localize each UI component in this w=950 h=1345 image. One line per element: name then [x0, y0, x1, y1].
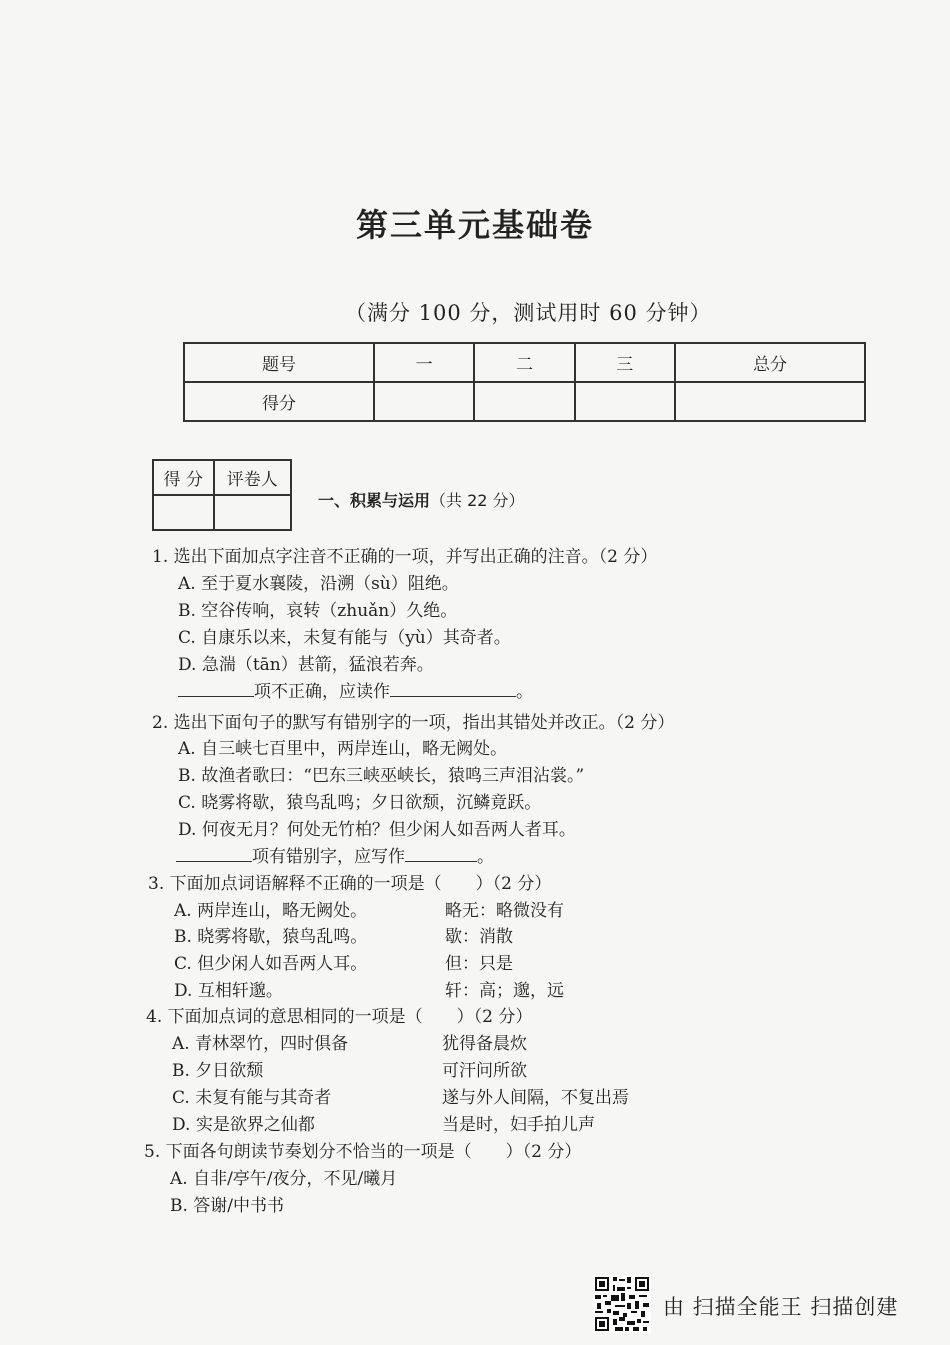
question-option: C. 未复有能与其奇者: [172, 1088, 332, 1108]
option-comparison: 犹得备晨炊: [442, 1034, 527, 1054]
grader-table: [152, 459, 292, 531]
question-option: B. 晓雾将歇，猿鸟乱鸣。: [174, 927, 368, 947]
answer-text: 项有错别字，应写作: [252, 847, 405, 867]
table-row: [184, 343, 865, 382]
answer-end: 。: [516, 682, 533, 702]
question-stem: 2. 选出下面句子的默写有错别字的一项，指出其错处并改正。（2 分）: [152, 713, 675, 733]
question-stem: 5. 下面各句朗读节奏划分不恰当的一项是（ ）（2 分）: [144, 1142, 582, 1162]
question-option: C. 自康乐以来，未复有能与（yù）其奇者。: [178, 628, 511, 648]
score-cell[interactable]: [675, 382, 865, 421]
question-option: A. 青林翠竹，四时俱备: [172, 1034, 349, 1054]
question-option: A. 两岸连山，略无阙处。: [174, 901, 368, 921]
score-cell[interactable]: [374, 382, 474, 421]
answer-text: 项不正确，应读作: [254, 682, 390, 702]
question-option: B. 答谢/中书书: [170, 1196, 285, 1216]
question-option: A. 自三峡七百里中，两岸连山，略无阙处。: [178, 739, 508, 759]
option-comparison: 遂与外人间隔，不复出焉: [442, 1088, 629, 1108]
option-explanation: 但：只是: [445, 954, 513, 974]
option-comparison: 可汗问所欲: [442, 1061, 527, 1081]
answer-line: [176, 842, 494, 867]
option-comparison: 当是时，妇手拍儿声: [442, 1115, 595, 1135]
table-row: [184, 382, 865, 421]
question-stem: 1. 选出下面加点字注音不正确的一项，并写出正确的注音。（2 分）: [152, 547, 658, 567]
answer-blank[interactable]: [405, 845, 477, 862]
qr-code-icon: [593, 1275, 651, 1333]
score-cell[interactable]: [575, 382, 675, 421]
section-title: 一、积累与运用: [318, 491, 431, 510]
question-option: D. 急湍（tān）甚箭，猛浪若奔。: [178, 655, 434, 675]
question-option: D. 互相轩邈。: [174, 981, 283, 1001]
score-header-cell: 总分: [675, 343, 865, 382]
question-option: A. 自非/亭午/夜分，不见/曦月: [170, 1169, 398, 1189]
answer-blank[interactable]: [390, 680, 516, 697]
grader-name-cell[interactable]: [214, 495, 291, 530]
answer-blank[interactable]: [176, 845, 252, 862]
grader-score-cell[interactable]: [153, 495, 214, 530]
page-title: 第三单元基础卷: [355, 206, 594, 244]
score-header-cell: 一: [374, 343, 474, 382]
grader-name-label: 评卷人: [214, 460, 291, 495]
page-subtitle: （满分 100 分，测试用时 60 分钟）: [345, 301, 712, 325]
section-note: （共 22 分）: [430, 491, 525, 510]
option-explanation: 略无：略微没有: [445, 901, 564, 921]
question-option: B. 故渔者歌曰：“巴东三峡巫峡长，猿鸣三声泪沾裳。”: [178, 766, 585, 786]
answer-blank[interactable]: [178, 680, 254, 697]
grader-score-label: 得 分: [153, 460, 214, 495]
scanner-watermark: [593, 1275, 933, 1335]
question-stem: 4. 下面加点词的意思相同的一项是（ ）（2 分）: [146, 1007, 533, 1027]
question-option: B. 空谷传响，哀转（zhuǎn）久绝。: [178, 601, 458, 621]
question-option: B. 夕日欲颓: [172, 1061, 264, 1081]
score-row-label: 得分: [184, 382, 374, 421]
option-explanation: 轩：高；邈，远: [445, 981, 564, 1001]
question-option: D. 实是欲界之仙都: [172, 1115, 315, 1135]
option-explanation: 歇：消散: [445, 927, 513, 947]
question-option: A. 至于夏水襄陵，沿溯（sù）阻绝。: [178, 574, 459, 594]
score-table: [183, 342, 866, 422]
question-option: C. 但少闲人如吾两人耳。: [174, 954, 368, 974]
question-option: D. 何夜无月？何处无竹柏？但少闲人如吾两人者耳。: [178, 820, 576, 840]
score-header-cell: 题号: [184, 343, 374, 382]
question-stem: 3. 下面加点词语解释不正确的一项是（ ）（2 分）: [148, 874, 552, 894]
score-cell[interactable]: [474, 382, 574, 421]
question-option: C. 晓雾将歇，猿鸟乱鸣；夕日欲颓，沉鳞竟跃。: [178, 793, 542, 813]
answer-end: 。: [477, 847, 494, 867]
answer-line: [178, 677, 533, 702]
watermark-text: 由 扫描全能王 扫描创建: [663, 1295, 899, 1319]
score-header-cell: 三: [575, 343, 675, 382]
section-heading: [318, 488, 525, 511]
score-header-cell: 二: [474, 343, 574, 382]
